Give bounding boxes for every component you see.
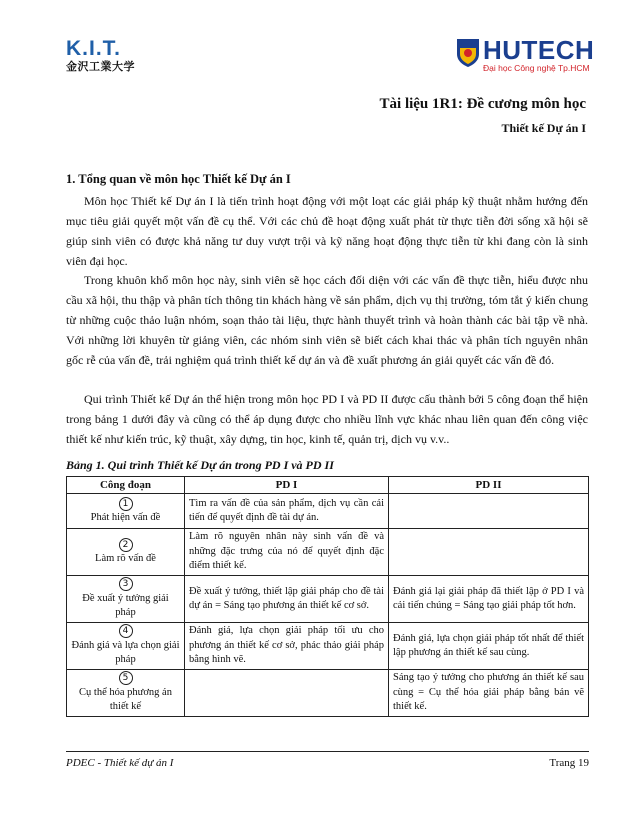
hutech-tagline: Đại học Công nghệ Tp.HCM xyxy=(483,63,590,73)
stage-label: Cụ thể hóa phương án thiết kế xyxy=(79,686,172,713)
hutech-logo-text: HUTECH xyxy=(483,35,595,65)
header-pd2: PD II xyxy=(389,477,589,494)
table-header-row xyxy=(67,477,589,494)
document-title: Tài liệu 1R1: Đề cương môn học xyxy=(379,96,586,112)
stage-label: Làm rõ vấn đề xyxy=(95,553,156,564)
hutech-logo xyxy=(456,35,595,76)
table-row xyxy=(67,494,589,529)
page-number: Trang 19 xyxy=(549,757,589,769)
pd1-cell: Tìm ra vấn đề của sản phẩm, dịch vụ cần cải tiến để quyết định đề tài dự án. xyxy=(185,494,389,529)
step-number: 5 xyxy=(119,671,133,685)
footer-course-label: PDEC - Thiết kế dự án I xyxy=(66,757,174,769)
pd2-cell: Đánh giá lại giải pháp đã thiết lập ở PD I và cải tiến chúng = Sáng tạo giải pháp tốt hơn. xyxy=(389,576,589,623)
step-number: 4 xyxy=(119,624,133,638)
paragraph-3: Qui trình Thiết kế Dự án thể hiện trong môn học PD I và PD II được cấu thành bởi 5 công đoạn thể hiện trong bảng 1 dưới đây và cũng có thể áp dụng được cho nhiều lĩnh vực khác nhau liên quan đến công việc thiết kế như kiến trúc, kỹ thuật, xây dựng, tin học, kinh tế, quản trị, dịch vụ v.v.. xyxy=(66,392,588,446)
section-heading: 1. Tổng quan về môn học Thiết kế Dự án I xyxy=(66,172,291,186)
paragraph-2: Trong khuôn khổ môn học này, sinh viên sẽ học cách đối diện với các vấn đề thực tiễn, hiểu được nhu cầu xã hội, thu thập và phân tích thông tin khách hàng về sản phẩm, dịch vụ thị trường, tóm tắt ý kiến chung từ những cuộc thảo luận nhóm, soạn thảo tài liệu, thực hành thuyết trình và hoàn thành các bài tập về nhà. Với những lời khuyên từ giảng viên, các nhóm sinh viên sẽ biết cách khai thác và phân tích nguyên nhân gốc rễ của vấn đề, trải nghiệm quá trình thiết kế dự án và đề xuất phương án giải quyết các vấn đề đó. xyxy=(66,273,588,367)
header-stage: Công đoạn xyxy=(67,477,185,494)
stage-label: Phát hiện vấn đề xyxy=(90,512,161,523)
kit-logo-text: K.I.T. xyxy=(66,37,122,60)
hutech-shield-icon xyxy=(456,38,480,68)
footer-divider xyxy=(66,751,589,752)
table-row xyxy=(67,529,589,576)
pd2-cell: Sáng tạo ý tưởng cho phương án thiết kế sau cùng = Cụ thể hóa giải pháp bằng bản vẽ thiết kế. xyxy=(389,670,589,717)
kit-logo-subtext: 金沢工業大学 xyxy=(66,60,135,73)
step-number: 3 xyxy=(119,577,133,591)
document-subtitle: Thiết kế Dự án I xyxy=(501,121,586,135)
stage-cell xyxy=(67,576,185,623)
table-row xyxy=(67,670,589,717)
pd1-cell: Đánh giá, lựa chọn giải pháp tối ưu cho phương án thiết kế cơ sở, phác thảo giải pháp bằng hình vẽ. xyxy=(185,623,389,670)
step-number: 1 xyxy=(119,497,133,511)
paragraph-1: Môn học Thiết kế Dự án I là tiến trình hoạt động với một loạt các giải pháp kỹ thuật nhằm hướng đến mục tiêu giải quyết một vấn đề cụ thể. Với các chủ đề hoạt động xuất phát từ thực tiễn đời sống xã hội sẽ giúp sinh viên có được khả năng tư duy vượt trội và kỹ năng hoạt động thực tiễn từ khi đang còn là sinh viên đại học. xyxy=(66,194,588,268)
stage-cell xyxy=(67,529,185,576)
stage-label: Đánh giá và lựa chọn giải pháp xyxy=(71,639,180,666)
pd1-cell xyxy=(185,670,389,717)
table-row xyxy=(67,623,589,670)
pd1-cell: Làm rõ nguyên nhân này sinh vấn đề và những đặc trưng của nó để quyết định đặc điểm thiết kế. xyxy=(185,529,389,576)
stage-cell xyxy=(67,494,185,529)
pd2-cell: Đánh giá, lựa chọn giải pháp tốt nhất để thiết lập phương án thiết kế sau cùng. xyxy=(389,623,589,670)
pd1-cell: Đề xuất ý tưởng, thiết lập giải pháp cho đề tài dự án = Sáng tạo phương án thiết kế cơ sở. xyxy=(185,576,389,623)
table-caption: Bảng 1. Qui trình Thiết kế Dự án trong PD I và PD II xyxy=(66,458,334,472)
stage-label: Đề xuất ý tưởng giải pháp xyxy=(82,592,169,619)
header-pd1: PD I xyxy=(185,477,389,494)
process-table xyxy=(66,476,589,717)
pd2-cell xyxy=(389,494,589,529)
pd2-cell xyxy=(389,529,589,576)
stage-cell xyxy=(67,670,185,717)
stage-cell xyxy=(67,623,185,670)
step-number: 2 xyxy=(119,538,133,552)
kit-logo xyxy=(66,38,146,74)
table-row xyxy=(67,576,589,623)
